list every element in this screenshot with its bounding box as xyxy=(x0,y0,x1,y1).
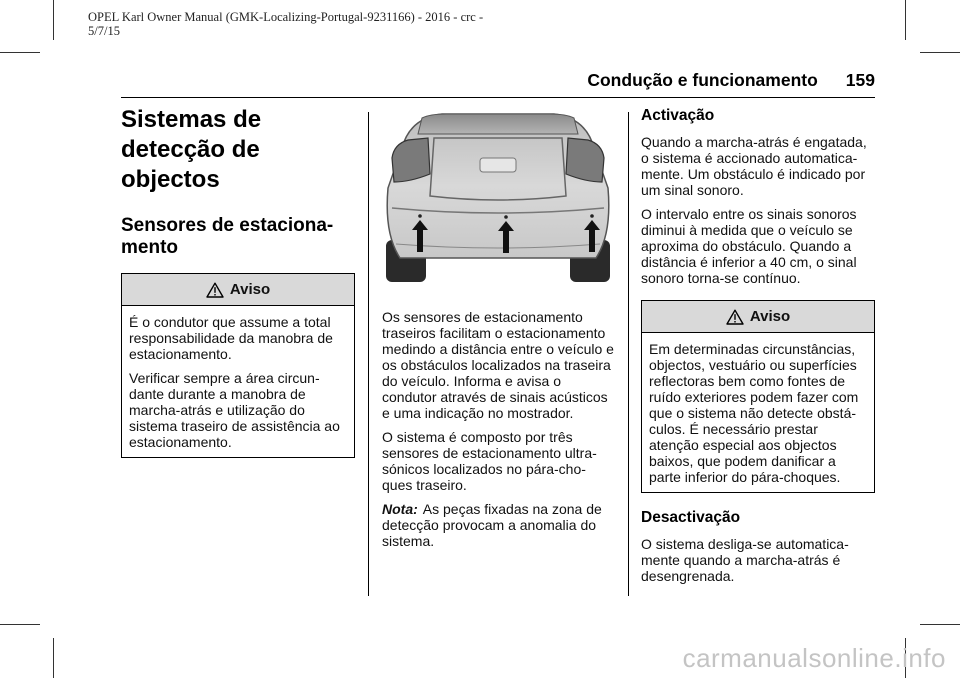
warning-box xyxy=(121,273,355,458)
column-right xyxy=(641,106,875,584)
note-paragraph xyxy=(382,501,614,549)
body-paragraph: O intervalo entre os sinais sonoros diminui à medida que o veículo se aproxima do obstáculo. Quando a distância é inferior a 40 cm, o sinal sonoro torna-se contínuo. xyxy=(641,206,857,286)
rear-bumper-sensors-illustration xyxy=(382,112,614,282)
crop-mark xyxy=(905,0,906,40)
warning-label: Aviso xyxy=(229,281,271,298)
section-heading: Sistemas de detecção de objectos xyxy=(121,106,262,193)
warning-header xyxy=(122,274,354,306)
warning-body xyxy=(122,306,354,457)
crop-mark xyxy=(0,624,40,625)
subsection-heading: Sensores de estaciona- mento xyxy=(121,215,334,258)
crop-mark xyxy=(920,624,960,625)
note-label: Nota: xyxy=(382,501,418,517)
document-meta xyxy=(88,10,483,38)
note-text: As peças fixadas na zona de detecção provocam a anomalia do sistema. xyxy=(382,501,602,549)
warning-label: Aviso xyxy=(749,308,791,325)
column-left xyxy=(121,105,355,458)
body-paragraph: Os sensores de estacionamento traseiros facilitam o estacionamento medindo a distância entre o veículo e os obstáculos localizados na traseira do veículo. Informa e avisa o condutor através de sinais acústicos e uma indicação no mostrador. xyxy=(382,309,614,421)
body-paragraph: O sistema desliga-se automatica- mente quando a marcha-atrás é desengrenada. xyxy=(641,536,849,584)
warning-triangle-icon xyxy=(726,309,744,325)
activation-heading: Activação xyxy=(641,107,715,124)
meta-line: OPEL Karl Owner Manual (GMK-Localizing-Portugal-9231166) - 2016 - crc - xyxy=(88,10,484,24)
deactivation-heading: Desactivação xyxy=(641,509,741,526)
crop-mark xyxy=(920,52,960,53)
warning-triangle-icon xyxy=(206,282,224,298)
warning-paragraph: Verificar sempre a área circun- dante durante a manobra de marcha-atrás e utilização do sistema traseiro de assistência ao estacionamento. xyxy=(129,370,340,450)
warning-paragraph: Em determinadas circunstâncias, objectos, vestuário ou superfícies reflectoras bem como fontes de ruído exteriores podem fazer com que o sistema não detecte obstá- culos. É necessário prestar atenção especial aos objectos baixos, que podem danificar a parte inferior do pára-choques. xyxy=(649,341,859,485)
page-number: 159 xyxy=(845,70,875,90)
warning-paragraph: É o condutor que assume a total responsabilidade da manobra de estacionamento. xyxy=(129,314,333,362)
body-paragraph: Quando a marcha-atrás é engatada, o sistema é accionado automatica- mente. Um obstáculo é indicado por um sinal sonoro. xyxy=(641,134,867,198)
warning-body xyxy=(642,333,874,492)
crop-mark xyxy=(53,638,54,678)
watermark: carmanualsonline.info xyxy=(682,643,946,673)
running-header xyxy=(500,70,875,91)
crop-mark xyxy=(53,0,54,40)
column-middle xyxy=(382,112,614,549)
body-paragraph: O sistema é composto por três sensores de estacionamento ultra- sónicos localizados no pára-cho- ques traseiro. xyxy=(382,429,597,493)
header-rule xyxy=(121,97,875,98)
column-divider xyxy=(628,112,629,596)
meta-date: 5/7/15 xyxy=(88,24,120,38)
section-title: Condução e funcionamento xyxy=(587,70,818,90)
warning-box xyxy=(641,300,875,493)
warning-header xyxy=(642,301,874,333)
crop-mark xyxy=(0,52,40,53)
column-divider xyxy=(368,112,369,596)
